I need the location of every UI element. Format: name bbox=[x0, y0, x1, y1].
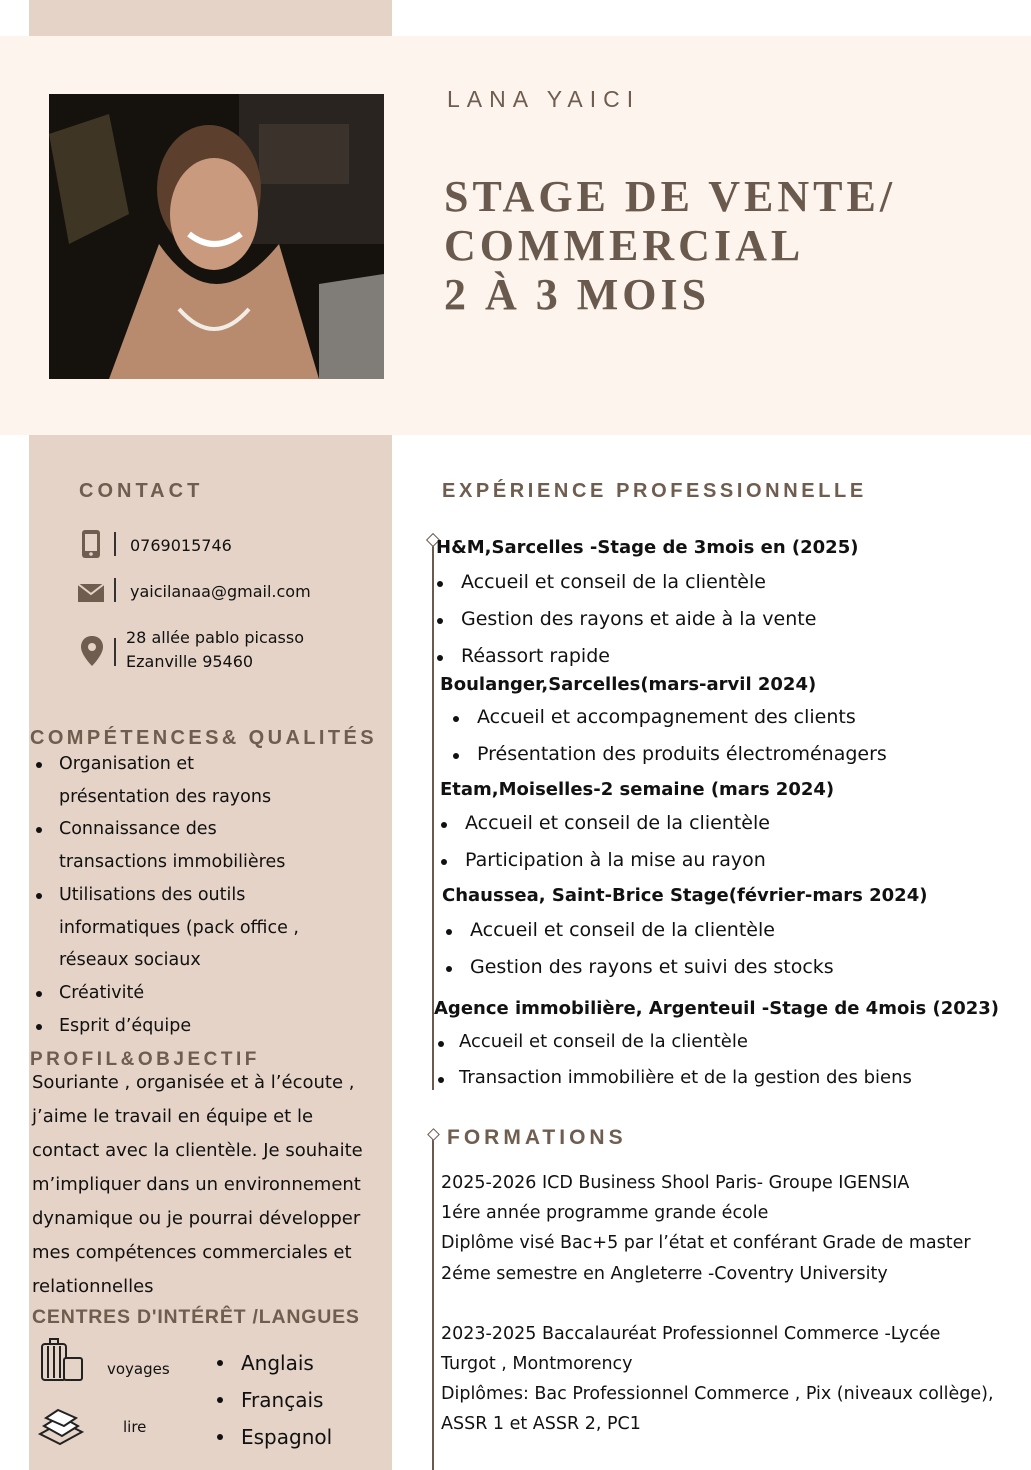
job-task: Accueil et accompagnement des clients bbox=[477, 706, 856, 728]
languages-list bbox=[241, 1345, 332, 1456]
phone-icon bbox=[80, 529, 102, 563]
profile-heading: PROFIL&OBJECTIF bbox=[30, 1049, 260, 1070]
skill-item: Esprit d’équipe bbox=[59, 1010, 379, 1043]
job-title: Etam,Moiselles-2 semaine (mars 2024) bbox=[440, 779, 835, 800]
email-address[interactable]: yaicilanaa@gmail.com bbox=[130, 582, 311, 601]
job-task: Réassort rapide bbox=[461, 645, 610, 667]
profile-photo bbox=[49, 94, 384, 379]
job-task: Accueil et conseil de la clientèle bbox=[465, 812, 770, 834]
skills-list bbox=[59, 748, 379, 1042]
skill-item: Connaissance des transactions immobilières bbox=[59, 813, 379, 878]
job-title: Chaussea, Saint-Brice Stage(février-mars 2024) bbox=[442, 885, 928, 906]
interests-heading: CENTRES D'INTÉRÊT /LANGUES bbox=[32, 1306, 360, 1328]
skill-item: Créativité bbox=[59, 977, 379, 1010]
job-title-line-2: COMMERCIAL bbox=[444, 221, 805, 270]
phone-number[interactable]: 0769015746 bbox=[130, 536, 232, 555]
job-title: H&M,Sarcelles -Stage de 3mois en (2025) bbox=[436, 537, 859, 558]
address-line-2: Ezanville 95460 bbox=[126, 652, 254, 671]
skill-item: Utilisations des outils informatiques (pack office , réseaux sociaux bbox=[59, 879, 379, 977]
experience-heading: EXPÉRIENCE PROFESSIONNELLE bbox=[442, 480, 867, 502]
language-item: Français bbox=[241, 1382, 332, 1419]
contact-heading: CONTACT bbox=[79, 480, 204, 502]
divider bbox=[114, 578, 116, 602]
formations-heading: FORMATIONS bbox=[447, 1126, 627, 1149]
divider bbox=[114, 638, 116, 666]
hobby-reading-label: lire bbox=[123, 1418, 147, 1436]
job-task: Présentation des produits électroménagers bbox=[477, 743, 887, 765]
language-item: Anglais bbox=[241, 1345, 332, 1382]
sidebar-top-strip bbox=[29, 0, 392, 36]
location-pin-icon bbox=[81, 636, 103, 670]
candidate-name: LANA YAICI bbox=[447, 86, 641, 112]
job-task: Transaction immobilière et de la gestion des biens bbox=[459, 1067, 912, 1088]
books-icon bbox=[38, 1408, 84, 1452]
job-task: Accueil et conseil de la clientèle bbox=[459, 1031, 748, 1052]
luggage-icon bbox=[38, 1338, 86, 1388]
mail-icon bbox=[78, 584, 104, 606]
divider bbox=[114, 532, 116, 556]
formations-timeline bbox=[432, 1134, 434, 1470]
profile-text: Souriante , organisée et à l’écoute , j’aime le travail en équipe et le contact avec la clientèle. Je souhaite m’impliquer dans un environnement dynamique ou je pourrai développer mes compétences commerciales et relationnelles bbox=[32, 1072, 363, 1297]
job-task: Accueil et conseil de la clientèle bbox=[470, 919, 775, 941]
job-task: Participation à la mise au rayon bbox=[465, 849, 766, 871]
job-task: Accueil et conseil de la clientèle bbox=[461, 571, 766, 593]
job-task: Gestion des rayons et suivi des stocks bbox=[470, 956, 834, 978]
job-title: Boulanger,Sarcelles(mars-arvil 2024) bbox=[440, 674, 817, 695]
timeline-marker bbox=[427, 1128, 440, 1141]
address-line-1: 28 allée pablo picasso bbox=[126, 628, 305, 647]
job-title-line-3: 2 À 3 MOIS bbox=[444, 270, 711, 319]
formations-text: 2025-2026 ICD Business Shool Paris- Groupe IGENSIA 1ére année programme grande école Diplôme visé Bac+5 par l’état et conférant Grade de master 2éme semestre en Angleterre -Coventry University 2023-2025 Baccalauréat Professionnel Commerce -Lycée Turgot , Montmorency Diplômes: Bac Professionnel Commerce , Pix (niveaux collège), ASSR 1 et ASSR 2, PC1 bbox=[441, 1173, 994, 1435]
job-title-line-1: STAGE DE VENTE/ bbox=[444, 172, 897, 221]
skill-item: Organisation et présentation des rayons bbox=[59, 748, 379, 813]
skills-heading: COMPÉTENCES& QUALITÉS bbox=[30, 727, 377, 749]
job-task: Gestion des rayons et aide à la vente bbox=[461, 608, 816, 630]
job-title: Agence immobilière, Argenteuil -Stage de 4mois (2023) bbox=[434, 998, 1000, 1019]
hobby-travel-label: voyages bbox=[107, 1360, 170, 1378]
language-item: Espagnol bbox=[241, 1419, 332, 1456]
